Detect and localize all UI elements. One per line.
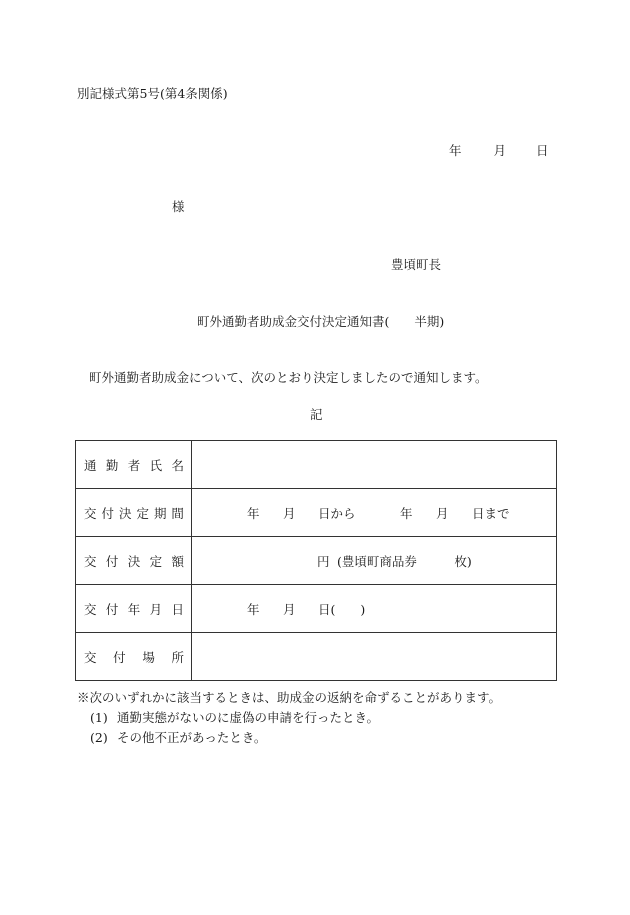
label-chars: [76, 456, 191, 474]
label-char: 名: [171, 457, 184, 473]
label-char: 付: [105, 601, 119, 617]
issue-day: 日( ): [318, 601, 366, 617]
issue-date-field[interactable]: [192, 585, 557, 633]
decision-amount-field[interactable]: [192, 537, 557, 585]
label-char: 日: [171, 601, 184, 617]
table-row-commuter-name: [76, 441, 557, 489]
notes-intro: ※次のいずれかに該当するときは、助成金の返納を命ずることがあります。: [77, 690, 502, 705]
notes: [77, 688, 501, 748]
row-label: [76, 441, 192, 489]
issue-place-field[interactable]: [192, 633, 557, 681]
date-line: [449, 141, 549, 159]
date-year-label: 年: [449, 143, 462, 158]
label-chars: [76, 552, 191, 570]
label-char: 額: [171, 553, 184, 569]
form-number: 別記様式第5号(第4条関係): [77, 86, 228, 101]
period-month2: 月: [436, 505, 449, 521]
label-char: 間: [171, 505, 184, 521]
amount-yen: 円: [317, 553, 330, 569]
amount-voucher-note: (豊頃町商品券 枚): [337, 553, 472, 569]
period-month1: 月: [283, 505, 296, 521]
period-day1: 日から: [318, 505, 356, 521]
note-text: 通勤実態がないのに虚偽の申請を行ったとき。: [117, 710, 380, 725]
label-char: 勤: [105, 457, 119, 473]
table-row-decision-period: [76, 489, 557, 537]
row-label: [76, 585, 192, 633]
label-char: 付: [101, 505, 114, 521]
label-char: 交: [84, 601, 97, 617]
label-char: 年: [127, 601, 141, 617]
issue-month: 月: [283, 601, 296, 617]
label-char: 交: [84, 505, 97, 521]
table-row-decision-amount: [76, 537, 557, 585]
row-label: [76, 633, 192, 681]
label-char: 定: [136, 505, 149, 521]
period-year1: 年: [247, 505, 260, 521]
note-number: (1): [90, 710, 108, 725]
label-char: 決: [118, 505, 132, 521]
label-char: 付: [105, 553, 119, 569]
body-text: 町外通勤者助成金について、次のとおり決定しましたので通知します。: [89, 370, 488, 385]
label-char: 決: [127, 553, 141, 569]
period-year2: 年: [400, 505, 413, 521]
decision-period-field[interactable]: [192, 489, 557, 537]
label-chars: [76, 600, 191, 618]
date-month-label: 月: [493, 143, 507, 158]
label-char: 所: [171, 649, 184, 665]
label-char: 付: [113, 649, 126, 665]
label-char: 期: [153, 505, 167, 521]
note-item: [77, 708, 501, 728]
label-chars: [76, 648, 191, 666]
label-chars: [76, 504, 191, 522]
issue-year: 年: [247, 601, 260, 617]
date-day-label: 日: [536, 143, 549, 158]
table-row-issue-place: [76, 633, 557, 681]
label-char: 場: [142, 649, 155, 665]
label-char: 月: [149, 601, 163, 617]
note-item: [77, 728, 501, 748]
label-char: 定: [149, 553, 163, 569]
label-char: 通: [84, 457, 97, 473]
commuter-name-field[interactable]: [192, 441, 557, 489]
row-label: [76, 489, 192, 537]
label-char: 氏: [149, 457, 163, 473]
table-row-issue-date: [76, 585, 557, 633]
document-title: 町外通勤者助成金交付決定通知書( 半期): [197, 314, 445, 329]
info-table: [75, 440, 557, 681]
ki-heading: 記: [310, 407, 323, 422]
issuer-name: 豊頃町長: [391, 257, 442, 272]
addressee-honorific: 様: [172, 199, 185, 214]
label-char: 交: [84, 553, 97, 569]
note-number: (2): [90, 730, 108, 745]
label-char: 交: [84, 649, 97, 665]
row-label: [76, 537, 192, 585]
label-char: 者: [127, 457, 141, 473]
period-day2: 日まで: [472, 505, 510, 521]
note-text: その他不正があったとき。: [117, 730, 267, 745]
